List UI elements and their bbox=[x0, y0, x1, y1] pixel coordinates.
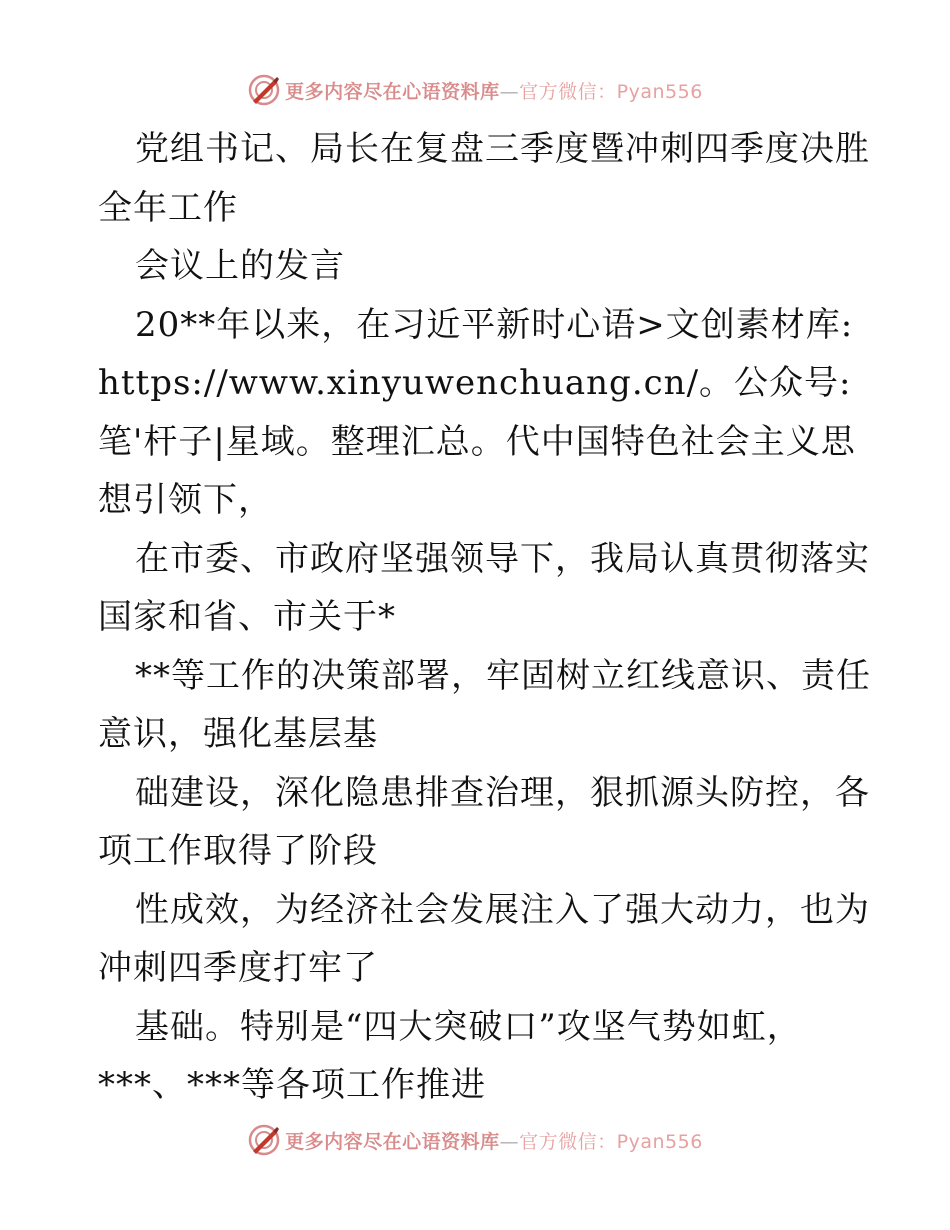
text-line: https://www.xinyuwenchuang.cn/。公众号: bbox=[98, 363, 852, 403]
text-line: **等工作的决策部署，牢固树立红线意识、责任 bbox=[135, 655, 871, 696]
text-line: 础建设，深化隐患排查治理，狠抓源头防控，各 bbox=[135, 772, 870, 813]
pen-logo-icon bbox=[247, 1123, 281, 1157]
text-line: 意识，强化基层基 bbox=[98, 714, 378, 754]
text-line: 20**年以来，在习近平新时心语>文创素材库: bbox=[135, 304, 854, 345]
text-line: 笔'杆子|星域。整理汇总。代中国特色社会主义思 bbox=[98, 421, 856, 462]
document-body bbox=[98, 120, 871, 1115]
text-line: 想引领下， bbox=[98, 480, 273, 520]
text-line: 在市委、市政府坚强领导下，我局认真贯彻落实 bbox=[135, 538, 870, 579]
header-watermark bbox=[0, 70, 950, 110]
text-line: 会议上的发言 bbox=[135, 246, 345, 286]
header-watermark-text: 更多内容尽在心语资料库—官方微信：Pyan556 bbox=[285, 80, 703, 103]
footer-watermark bbox=[0, 1120, 950, 1160]
text-line: 性成效，为经济社会发展注入了强大动力，也为 bbox=[135, 889, 870, 930]
text-line: 基础。特别是“四大突破口”攻坚气势如虹， bbox=[135, 1006, 802, 1047]
text-line: ***、***等各项工作推进 bbox=[98, 1065, 486, 1105]
footer-watermark-text: 更多内容尽在心语资料库—官方微信：Pyan556 bbox=[285, 1130, 703, 1153]
text-line: 全年工作 bbox=[98, 187, 238, 228]
text-line: 党组书记、局长在复盘三季度暨冲刺四季度决胜 bbox=[135, 129, 870, 169]
pen-logo-icon bbox=[247, 73, 281, 107]
text-line: 冲刺四季度打牢了 bbox=[98, 948, 378, 988]
text-line: 项工作取得了阶段 bbox=[98, 831, 378, 871]
text-line: 国家和省、市关于* bbox=[98, 597, 396, 637]
